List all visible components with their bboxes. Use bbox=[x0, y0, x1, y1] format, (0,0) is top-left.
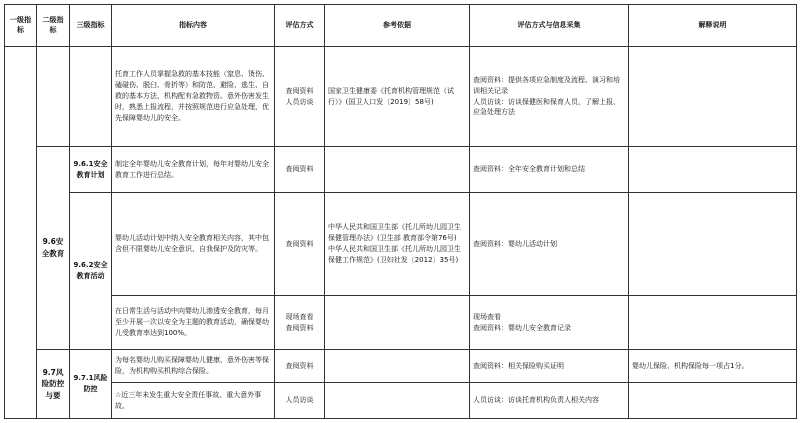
explanation-cell bbox=[629, 296, 797, 350]
reference-cell: 国家卫生健康委《托育机构管理规范（试行）》(国卫人口发〔2019〕58号) bbox=[325, 47, 470, 147]
reference-cell bbox=[325, 147, 470, 193]
method-cell: 查阅资料 bbox=[275, 147, 325, 193]
table-row bbox=[5, 350, 797, 383]
header-level1: 一级指标 bbox=[5, 5, 37, 47]
table-row bbox=[5, 296, 797, 350]
method-cell: 查阅资料 人员访谈 bbox=[275, 47, 325, 147]
reference-cell bbox=[325, 383, 470, 419]
header-explanation: 解释说明 bbox=[629, 5, 797, 47]
reference-cell bbox=[325, 296, 470, 350]
table-row bbox=[5, 47, 797, 147]
header-method: 评估方式 bbox=[275, 5, 325, 47]
explanation-cell bbox=[629, 47, 797, 147]
level2-risk-prevention: 9.7风险防控与要 bbox=[37, 350, 70, 419]
method-cell: 查阅资料 bbox=[275, 350, 325, 383]
reference-cell bbox=[325, 350, 470, 383]
content-cell: 为每名婴幼儿购买保障婴幼儿健康、意外伤害等保险，为机构购买机构综合保险。 bbox=[112, 350, 275, 383]
collection-cell: 查阅资料：全年安全教育计划和总结 bbox=[470, 147, 629, 193]
content-cell: ☆近三年未发生重大安全责任事故、重大意外事故。 bbox=[112, 383, 275, 419]
table-row bbox=[5, 193, 797, 296]
method-cell: 查阅资料 bbox=[275, 193, 325, 296]
method-cell: 人员访谈 bbox=[275, 383, 325, 419]
reference-cell: 中华人民共和国卫生部《托儿所幼儿园卫生保健管理办法》(卫生部 教育部令第76号) 中华人民共和国卫生部《托儿所幼儿园卫生保健工作规范》(卫妇社发〔2012〕35号) bbox=[325, 193, 470, 296]
collection-cell: 人员访谈：访谈托育机构负责人相关内容 bbox=[470, 383, 629, 419]
method-cell: 现场查看 查阅资料 bbox=[275, 296, 325, 350]
explanation-cell bbox=[629, 147, 797, 193]
header-row bbox=[5, 5, 797, 47]
level2-cell bbox=[37, 47, 70, 147]
content-cell: 婴幼儿活动计划中纳入安全教育相关内容，其中包含但不限婴幼儿安全意识、自我保护及防灾等。 bbox=[112, 193, 275, 296]
header-content: 指标内容 bbox=[112, 5, 275, 47]
level3-cell: 9.7.1风险防控 bbox=[70, 350, 112, 419]
level2-safety-education: 9.6安全教育 bbox=[37, 147, 70, 350]
collection-cell: 查阅资料：婴幼儿活动计划 bbox=[470, 193, 629, 296]
level3-cell: 9.6.1安全教育计划 bbox=[70, 147, 112, 193]
content-cell: 托育工作人员掌握急救的基本技能（窒息、烫伤、磕碰伤、脱臼、骨折等）和防范、避险、逃生、自救的基本方法，机构配有急救物资。意外伤害发生时，熟悉上报流程，并按照规范进行应急处理，优先保障婴幼儿的安全。 bbox=[112, 47, 275, 147]
table-row bbox=[5, 383, 797, 419]
content-cell: 制定全年婴幼儿安全教育计划，每年对婴幼儿安全教育工作进行总结。 bbox=[112, 147, 275, 193]
collection-cell: 查阅资料：提供各项应急制度及流程、演习和培训相关记录 人员访谈：访谈保健医和保育人员，了解上报、应急处理方法 bbox=[470, 47, 629, 147]
explanation-cell bbox=[629, 193, 797, 296]
header-level2: 二级指标 bbox=[37, 5, 70, 47]
header-reference: 参考依据 bbox=[325, 5, 470, 47]
indicator-table bbox=[4, 4, 797, 419]
level3-cell: 9.6.2安全教育活动 bbox=[70, 193, 112, 350]
content-cell: 在日常生活与活动中向婴幼儿渗透安全教育，每月至少开展一次以安全为主题的教育活动，确保婴幼儿受教育率达到100%。 bbox=[112, 296, 275, 350]
header-level3: 三级指标 bbox=[70, 5, 112, 47]
collection-cell: 查阅资料：相关保险购买证明 bbox=[470, 350, 629, 383]
table-row bbox=[5, 147, 797, 193]
explanation-cell bbox=[629, 383, 797, 419]
explanation-cell: 婴幼儿保险、机构保险每一项占1分。 bbox=[629, 350, 797, 383]
level3-cell bbox=[70, 47, 112, 147]
collection-cell: 现场查看 查阅资料：婴幼儿安全教育记录 bbox=[470, 296, 629, 350]
header-collection: 评估方式与信息采集 bbox=[470, 5, 629, 47]
level1-cell bbox=[5, 47, 37, 419]
